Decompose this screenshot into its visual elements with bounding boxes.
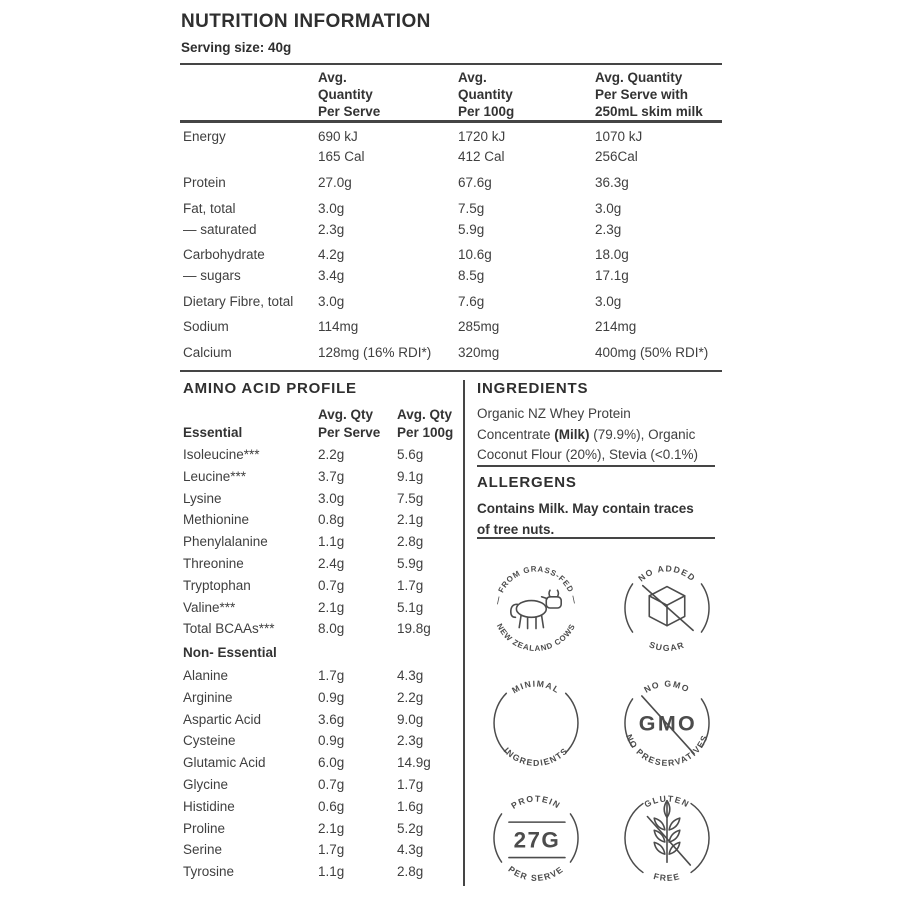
amino-per-100g: 7.5g: [397, 490, 424, 506]
ingredients-title: INGREDIENTS: [477, 380, 589, 397]
amino-name: Leucine***: [183, 468, 247, 484]
essential-label: Essential: [183, 424, 243, 440]
table-row: [183, 245, 723, 265]
amino-per-serve: 2.1g: [318, 820, 345, 836]
amino-row: [183, 755, 455, 777]
row-label: Dietary Fibre, total: [183, 293, 294, 309]
amino-per-serve: 2.1g: [318, 599, 345, 615]
allergens-text: Contains Milk. May contain traces of tree nuts.: [477, 501, 694, 537]
svg-text:INGREDIENTS: [501, 745, 569, 768]
value-per-serve: 2.3g: [318, 221, 345, 237]
row-label: Energy: [183, 129, 226, 144]
amino-per-100g: 4.3g: [397, 668, 424, 683]
amino-name: Cysteine: [183, 733, 236, 749]
amino-row: [183, 712, 455, 734]
amino-name: Tyrosine: [183, 864, 235, 880]
amino-per-serve: 0.9g: [318, 733, 345, 749]
divider-top: [180, 63, 722, 65]
amino-name: Tryptophan: [183, 577, 251, 593]
amino-per-serve: 1.1g: [318, 534, 345, 550]
divider-ingredients: [477, 465, 715, 467]
amino-per-100g: 2.8g: [397, 534, 424, 550]
amino-per-100g: 1.7g: [397, 577, 424, 593]
amino-per-serve: 0.9g: [318, 689, 345, 705]
amino-row: [183, 821, 455, 843]
amino-per-serve: 0.6g: [318, 798, 345, 814]
amino-row: [183, 842, 455, 864]
header-with-milk: Avg. Quantity Per Serve with 250mL skim milk: [595, 70, 703, 119]
row-label: — saturated: [183, 221, 257, 237]
svg-text:NO ADDED: [636, 563, 698, 583]
amino-row: [183, 556, 455, 578]
amino-name: Lysine: [183, 490, 222, 506]
nutrition-table-header: [183, 69, 723, 120]
table-row: [183, 266, 723, 286]
badge-bottom-text: PER SERVE: [505, 863, 566, 883]
value-per-serve: 3.0g: [318, 200, 345, 216]
amino-per-serve: 1.7g: [318, 842, 345, 858]
badge-bottom-text: INGREDIENTS: [501, 744, 570, 768]
badge-bottom-text: FREE: [651, 870, 682, 883]
amino-per-serve: 6.0g: [318, 755, 345, 771]
value-with-milk: 18.0g: [595, 247, 629, 262]
value-per-100g: 7.6g: [458, 293, 485, 309]
amino-row: [183, 600, 455, 622]
svg-text:NO PRESERVATIVES: [624, 732, 710, 767]
badge-top-text: NO GMO: [641, 677, 692, 695]
svg-text:— FROM GRASS-FED —: [492, 564, 579, 605]
amino-row: [183, 733, 455, 755]
amino-per-serve: 8.0g: [318, 621, 345, 637]
amino-row: [183, 447, 455, 469]
amino-per-serve: 1.1g: [318, 864, 345, 880]
amino-per-100g: 5.9g: [397, 555, 424, 571]
badge-top-text: — FROM GRASS-FED —: [492, 563, 579, 605]
amino-name: Isoleucine***: [183, 447, 260, 462]
amino-per-100g: 2.2g: [397, 689, 424, 705]
amino-name: Threonine: [183, 555, 244, 571]
badge-top-text: GLUTEN: [642, 792, 692, 810]
amino-per-100g: 5.6g: [397, 447, 424, 462]
badge-top-text: NO ADDED: [635, 562, 698, 584]
table-row: [183, 317, 723, 337]
table-row-energy: [183, 127, 723, 167]
badge-bottom-text: NO PRESERVATIVES: [623, 732, 710, 768]
amino-per-serve: 3.6g: [318, 711, 345, 727]
badge-bottom-text: NEW ZEALAND COWS: [494, 621, 577, 653]
value-per-100g: 5.9g: [458, 221, 485, 237]
amino-non-essential-rows: [183, 668, 455, 886]
svg-text:NO GMO: [642, 678, 692, 694]
value-per-100g: 285mg: [458, 319, 500, 334]
value-per-100g: 67.6g: [458, 175, 492, 190]
amino-row: [183, 469, 455, 491]
amino-row: [183, 690, 455, 712]
value-per-serve: 27.0g: [318, 175, 352, 190]
amino-name: Arginine: [183, 689, 233, 705]
value-per-serve: 3.4g: [318, 268, 345, 283]
svg-text:PER SERVE: [506, 863, 565, 882]
amino-per-serve: 3.7g: [318, 468, 345, 484]
amino-per-100g: 9.0g: [397, 711, 424, 727]
amino-row: [183, 864, 455, 886]
vertical-divider: [463, 380, 465, 886]
amino-per-100g: 5.2g: [397, 820, 424, 836]
serving-size: Serving size: 40g: [181, 40, 292, 55]
amino-name: Phenylalanine: [183, 534, 268, 550]
amino-row: [183, 534, 455, 556]
value-with-milk: 3.0g: [595, 200, 622, 216]
cow-icon: [510, 590, 560, 628]
amino-name: Valine***: [183, 599, 236, 615]
badge-bottom-text: SUGAR: [647, 638, 686, 653]
divider-table-bottom: [180, 370, 722, 372]
row-label: Fat, total: [183, 200, 236, 216]
amino-per-100g: 1.7g: [397, 776, 424, 792]
value-per-100g: 7.5g: [458, 200, 485, 216]
amino-name: Glutamic Acid: [183, 755, 266, 771]
protein-amount-text: 27G: [513, 826, 560, 852]
value-per-serve: 3.0g: [318, 293, 345, 309]
amino-name: Total BCAAs***: [183, 621, 275, 637]
badge-grid: [470, 550, 732, 895]
amino-name: Glycine: [183, 776, 229, 792]
row-label: Calcium: [183, 344, 232, 360]
amino-per-100g: 2.1g: [397, 512, 424, 528]
amino-per-100g: 1.6g: [397, 798, 424, 814]
amino-name: Alanine: [183, 668, 229, 683]
milk-bold: (Milk): [554, 426, 590, 442]
amino-per-100g: 4.3g: [397, 842, 424, 858]
header-per-serve: Avg. Quantity Per Serve: [318, 70, 381, 119]
table-row: [183, 220, 723, 240]
amino-essential-rows: [183, 447, 455, 643]
svg-text:SUGAR: [647, 639, 685, 653]
amino-per-100g: 14.9g: [397, 755, 431, 771]
amino-row: [183, 799, 455, 821]
non-essential-label: Non- Essential: [183, 645, 277, 660]
divider-allergens: [477, 537, 715, 539]
value-per-100g: 8.5g: [458, 268, 485, 283]
svg-text:FREE: [652, 870, 681, 882]
amino-name: Methionine: [183, 512, 250, 528]
value-with-milk: 214mg: [595, 319, 637, 334]
header-per-100g: Avg. Quantity Per 100g: [458, 70, 515, 119]
value-per-serve: 690 kJ 165 Cal: [318, 129, 365, 164]
amino-per-serve: 2.4g: [318, 555, 345, 571]
amino-table-header: [183, 406, 455, 441]
amino-per-serve: 0.7g: [318, 577, 345, 593]
amino-per-serve: 0.7g: [318, 776, 345, 792]
row-label: — sugars: [183, 268, 241, 283]
amino-header-per-100g: Avg. Qty Per 100g: [397, 407, 454, 440]
row-label: Protein: [183, 175, 226, 190]
amino-name: Serine: [183, 842, 223, 858]
amino-row: [183, 621, 455, 643]
amino-per-100g: 2.3g: [397, 733, 424, 749]
badge-minimal-ingredients: [480, 667, 592, 779]
ingredients-text: Organic NZ Whey Protein Concentrate (Milk) (79.9%), Organic Coconut Flour (20%), Stevia (<0.1%): [477, 406, 698, 462]
value-per-serve: 4.2g: [318, 247, 345, 262]
divider-header: [180, 120, 722, 123]
table-row: [183, 199, 723, 219]
value-with-milk: 36.3g: [595, 175, 629, 190]
amino-per-serve: 0.8g: [318, 512, 345, 528]
badge-no-gmo-no-preservatives: [611, 667, 723, 779]
amino-per-100g: 9.1g: [397, 468, 424, 484]
table-row: [183, 343, 723, 363]
value-per-serve: 128mg (16% RDI*): [318, 344, 432, 360]
badge-grass-fed-nz-cows: [480, 552, 592, 664]
amino-row: [183, 668, 455, 690]
svg-text:MINIMAL: [510, 678, 562, 695]
value-with-milk: 1070 kJ 256Cal: [595, 129, 643, 164]
page-title: NUTRITION INFORMATION: [181, 11, 431, 32]
badge-top-text: MINIMAL: [509, 677, 562, 695]
amino-row: [183, 578, 455, 600]
gmo-center-text: GMO: [638, 710, 697, 735]
amino-per-serve: 3.0g: [318, 490, 345, 506]
value-with-milk: 17.1g: [595, 268, 629, 283]
amino-name: Proline: [183, 820, 226, 836]
row-label: Carbohydrate: [183, 247, 265, 262]
amino-per-100g: 2.8g: [397, 864, 424, 880]
value-per-100g: 320mg: [458, 344, 500, 360]
table-row: [183, 173, 723, 193]
amino-name: Aspartic Acid: [183, 711, 262, 727]
amino-row: [183, 512, 455, 534]
row-label: Sodium: [183, 319, 229, 334]
value-with-milk: 2.3g: [595, 221, 622, 237]
header-spacer: [183, 69, 318, 120]
value-with-milk: 400mg (50% RDI*): [595, 344, 709, 360]
svg-text:PROTEIN: [509, 793, 562, 810]
amino-row: [183, 777, 455, 799]
amino-per-100g: 5.1g: [397, 599, 424, 615]
badge-gluten-free: [611, 782, 723, 894]
table-row: [183, 292, 723, 312]
amino-header-per-serve: Avg. Qty Per Serve: [318, 407, 381, 440]
sugar-cube-slash-icon: [642, 585, 692, 630]
amino-name: Histidine: [183, 798, 235, 814]
wheat-slash-icon: [647, 800, 690, 864]
value-per-serve: 114mg: [318, 319, 359, 334]
amino-acid-profile-title: AMINO ACID PROFILE: [183, 380, 357, 397]
badge-no-added-sugar: [611, 552, 723, 664]
value-per-100g: 1720 kJ 412 Cal: [458, 129, 506, 164]
amino-row: [183, 491, 455, 513]
allergens-title: ALLERGENS: [477, 474, 577, 491]
value-with-milk: 3.0g: [595, 293, 622, 309]
nutrition-table-body: [183, 127, 723, 363]
amino-per-serve: 1.7g: [318, 668, 345, 683]
value-per-100g: 10.6g: [458, 247, 492, 262]
badge-top-text: PROTEIN: [508, 792, 563, 811]
amino-per-100g: 19.8g: [397, 621, 431, 637]
badge-protein-per-serve: [480, 782, 592, 894]
amino-per-serve: 2.2g: [318, 447, 345, 462]
